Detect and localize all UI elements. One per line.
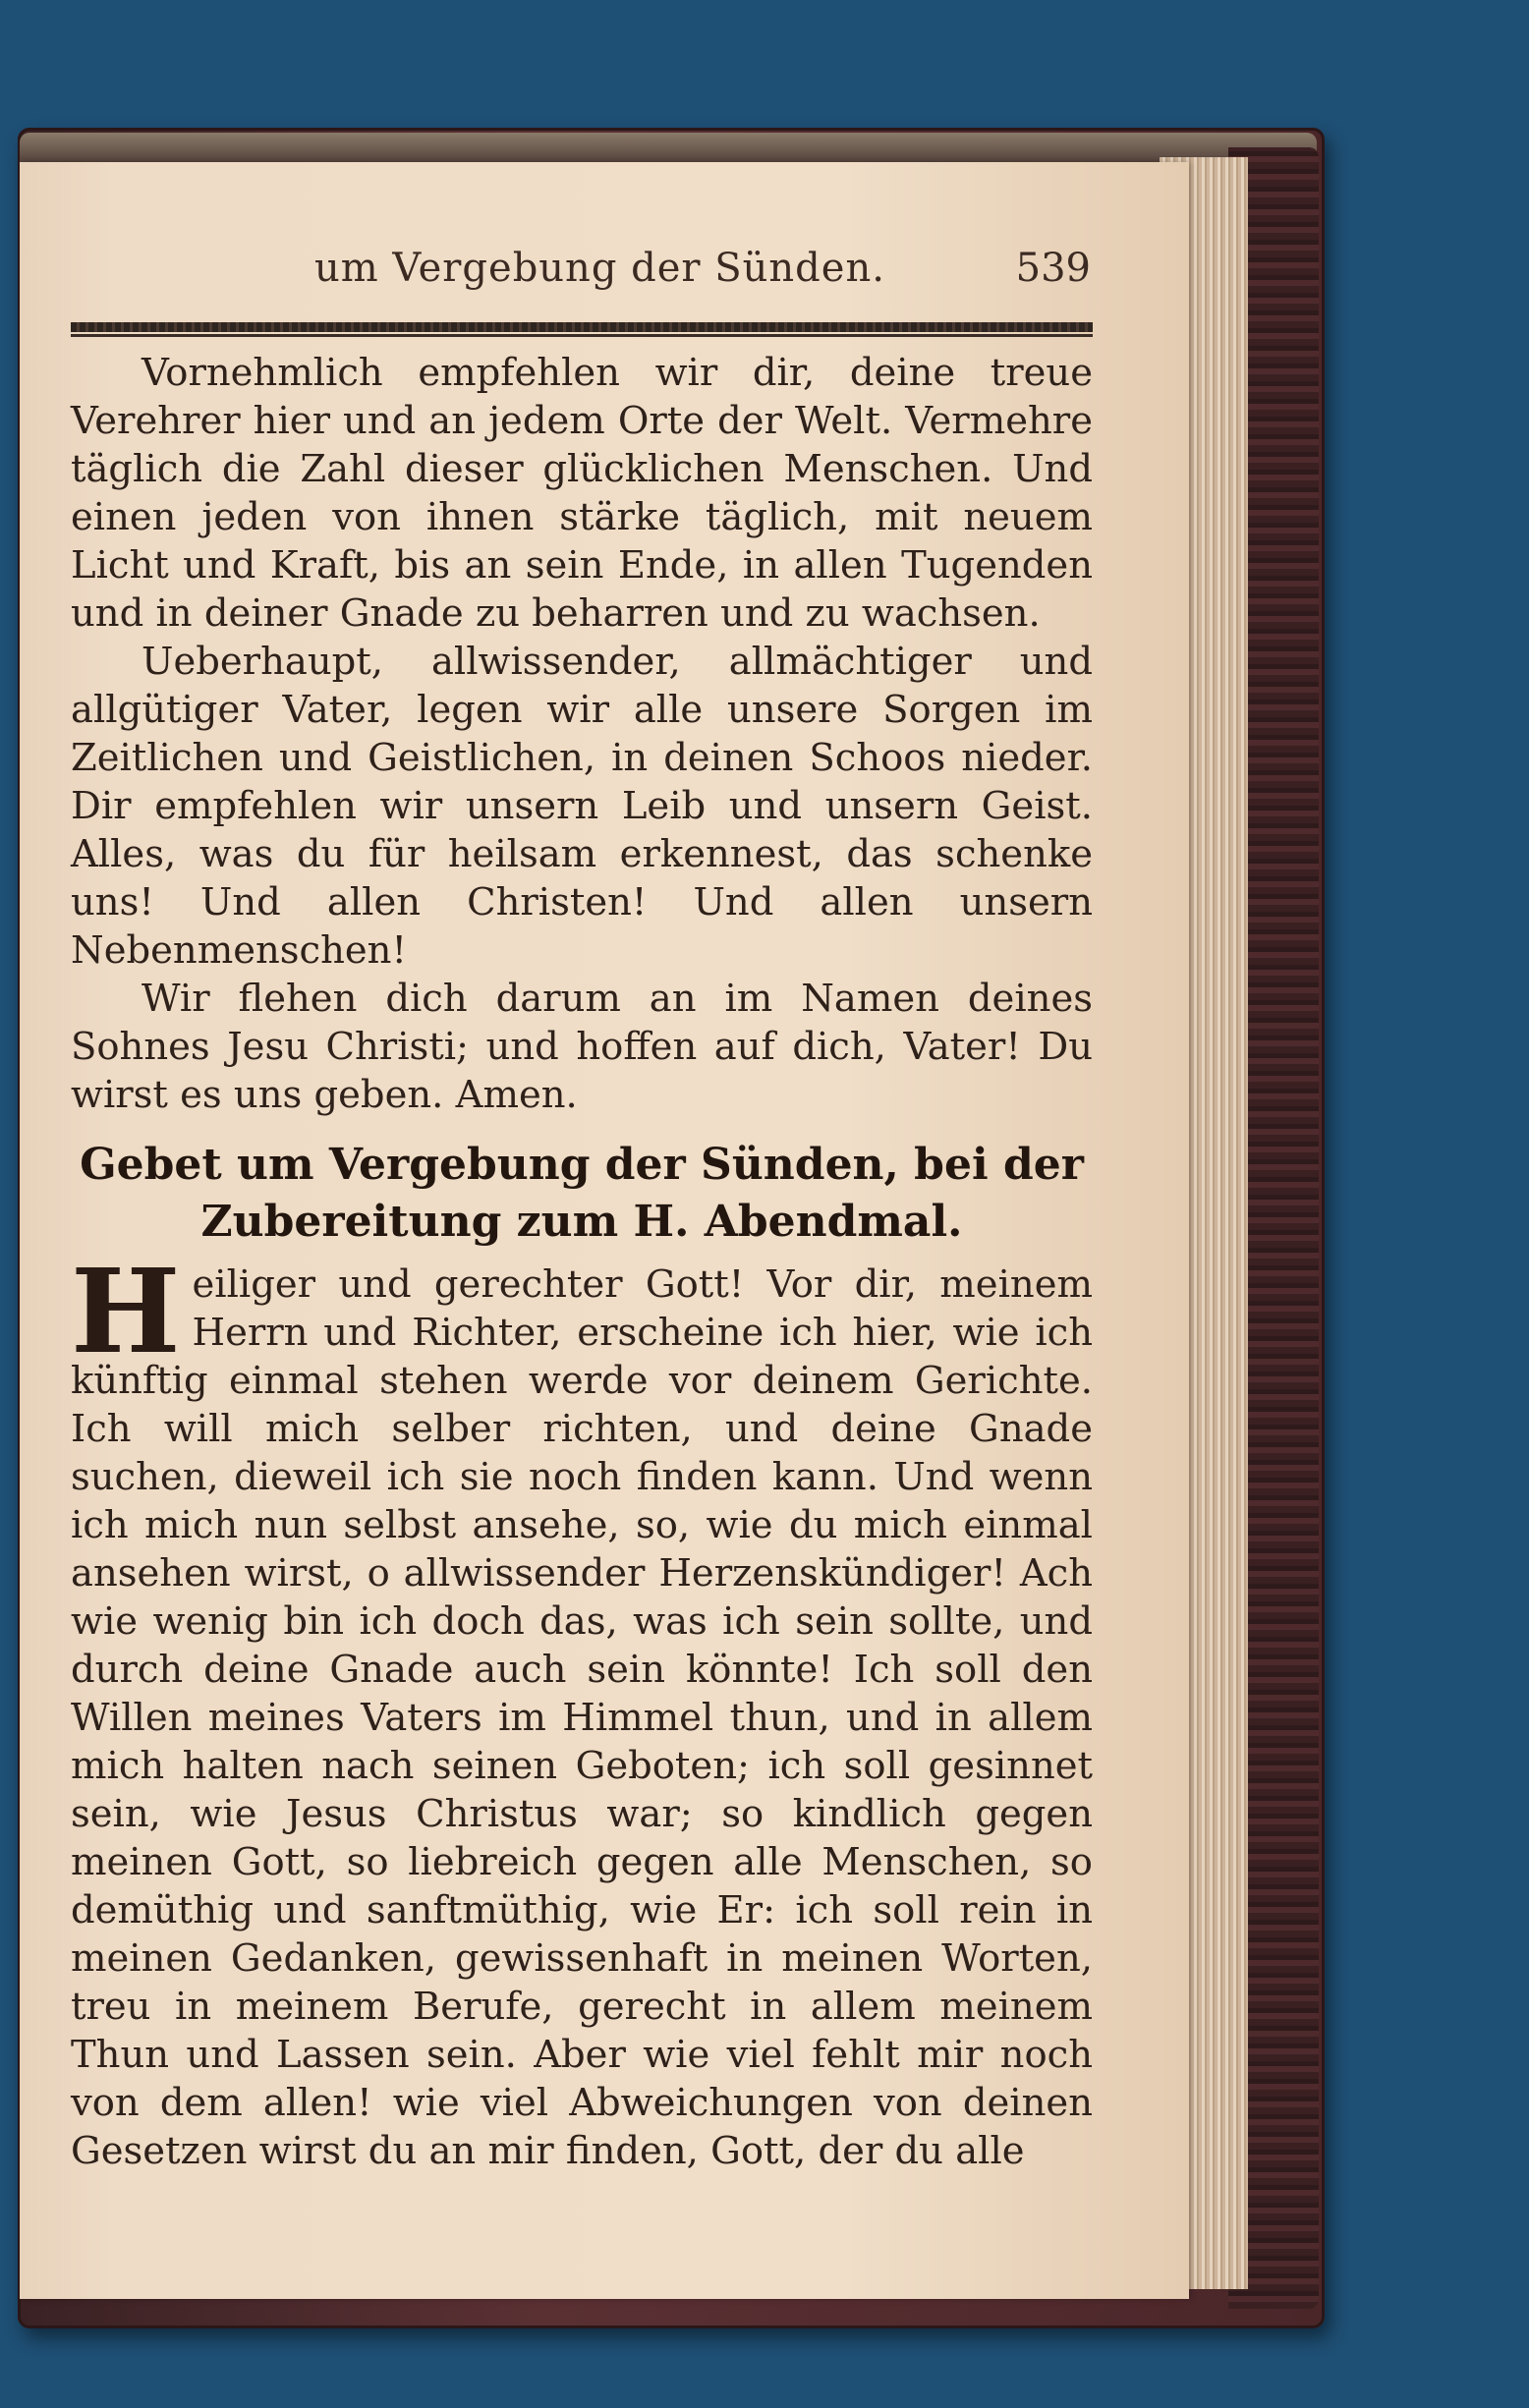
page-number: 539 (1015, 246, 1091, 291)
running-title: um Vergebung der Sünden. (314, 246, 885, 291)
section-heading (71, 1137, 1093, 1251)
page-header (314, 246, 1091, 305)
prayer-paragraph (71, 1243, 1093, 2175)
drop-cap: H (71, 1243, 181, 1379)
page-body (71, 349, 1093, 2175)
paragraph: Ueberhaupt, allwissender, allmächtiger und allgütiger Vater, legen wir alle unsere Sorgen im Zeitlichen und Geistlichen, in deinen Schoos nieder. Dir empfehlen wir unsern Leib und unsern Geist. Alles, was du für heilsam erkennest, das schenke uns! Und allen Christen! Und allen unsern Nebenmenschen! (71, 640, 1093, 973)
paragraph: Wir flehen dich darum an im Namen deines Sohnes Jesu Christi; und hoffen auf dich, Vater! Du wirst es uns geben. Amen. (71, 977, 1093, 1117)
heading-line-1: Gebet um Vergebung der Sünden, bei der (80, 1140, 1084, 1190)
heading-line-2: Zubereitung zum H. Abendmal. (200, 1197, 963, 1247)
prayer-text: eiliger und gerechter Gott! Vor dir, meinem Herrn und Richter, erscheine ich hier, wie ich künftig einmal stehen werde vor deinem Gerichte. Ich will mich selber richten, und deine Gnade suchen, dieweil ich sie noch finden kann. Und wenn ich mich nun selbst ansehe, so, wie du mich einmal ansehen wirst, o allwissender Herzenskündiger! Ach wie wenig bin ich doch das, was ich sein sollte, und durch deine Gnade auch sein könnte! Ich soll den Willen meines Vaters im Himmel thun, und in allem mich halten nach seinen Geboten; ich soll gesinnet sein, wie Jesus Christus war; so kindlich gegen meinen Gott, so liebreich gegen alle Menschen, so demüthig und sanftmüthig, wie Er: ich soll rein in meinen Gedanken, gewissenhaft in meinen Worten, treu in meinem Berufe, gerecht in allem meinem Thun und Lassen sein. Aber wie viel fehlt mir noch von dem allen! wie viel Abweichungen von deinen Gesetzen wirst du an mir finden, Gott, der du alle (71, 1262, 1093, 2173)
header-rule (71, 322, 1093, 332)
paragraph: Vornehmlich empfehlen wir dir, deine treue Verehrer hier und an jedem Orte der Welt. Vermehre täglich die Zahl dieser glücklichen Menschen. Und einen jeden von ihnen stärke täglich, mit neuem Licht und Kraft, bis an sein Ende, in allen Tugenden und in deiner Gnade zu beharren und zu wachsen. (71, 351, 1093, 636)
